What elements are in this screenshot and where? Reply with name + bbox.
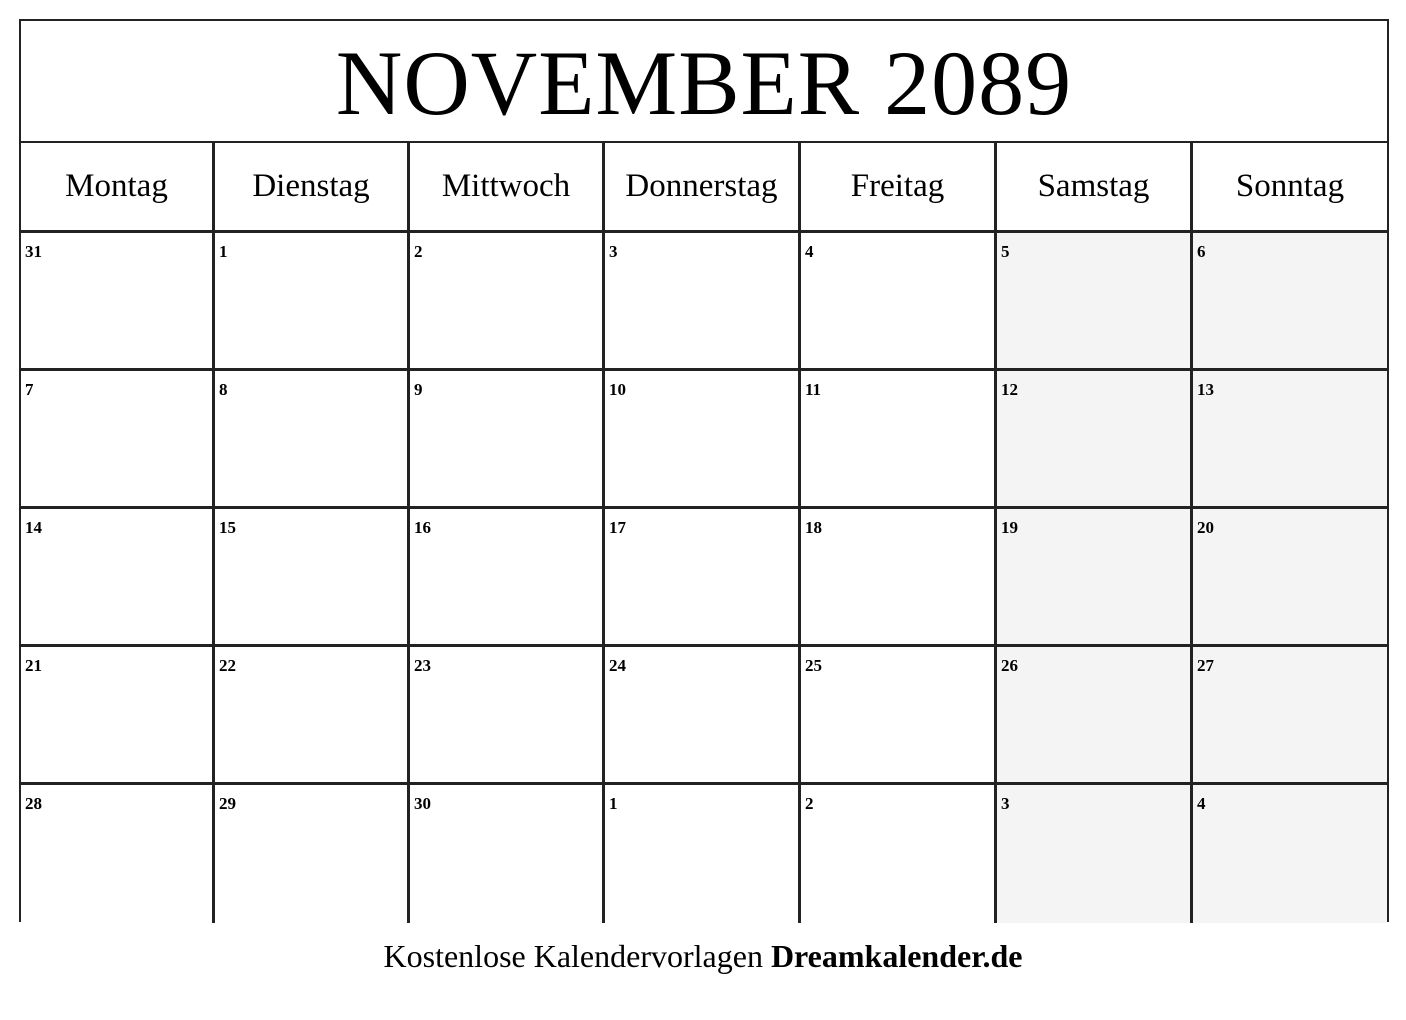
weekday-header: Dienstag [215,143,410,233]
day-cell[interactable] [21,785,215,923]
day-cell-weekend[interactable] [997,785,1193,923]
day-cell[interactable] [215,647,410,785]
day-cell[interactable] [605,509,801,647]
day-cell[interactable] [21,647,215,785]
title-bar [21,21,1387,143]
day-number: 11 [805,380,822,399]
day-cell-weekend[interactable] [997,509,1193,647]
footer-brand-link[interactable]: Dreamkalender.de [770,938,1023,974]
day-cell-weekend[interactable] [1193,647,1387,785]
day-cell[interactable] [605,785,801,923]
day-cell[interactable] [21,233,215,371]
day-number: 2 [805,794,814,813]
day-number: 16 [414,518,431,537]
weekday-header: Sonntag [1193,143,1387,233]
day-cell[interactable] [215,233,410,371]
day-cell[interactable] [21,509,215,647]
day-number: 27 [1197,656,1214,675]
day-number: 1 [609,794,618,813]
day-cell[interactable] [410,233,605,371]
week-row [21,785,1387,923]
day-cell[interactable] [21,371,215,509]
weekday-header-row [21,143,1387,233]
day-number: 24 [609,656,626,675]
weekday-header: Freitag [801,143,997,233]
calendar-grid [21,143,1387,920]
day-number: 1 [219,242,228,261]
week-row [21,371,1387,509]
page-title: NOVEMBER 2089 [335,32,1073,134]
week-row [21,647,1387,785]
day-number: 31 [25,242,42,261]
day-cell[interactable] [801,233,997,371]
day-number: 28 [25,794,42,813]
day-cell[interactable] [801,647,997,785]
day-cell[interactable] [410,509,605,647]
day-cell[interactable] [801,371,997,509]
day-number: 21 [25,656,42,675]
day-cell-weekend[interactable] [1193,509,1387,647]
day-cell[interactable] [215,509,410,647]
footer-text: Kostenlose Kalendervorlagen [383,938,763,974]
week-row [21,509,1387,647]
day-cell-weekend[interactable] [1193,785,1387,923]
day-number: 13 [1197,380,1214,399]
day-number: 29 [219,794,236,813]
day-number: 7 [25,380,34,399]
day-cell[interactable] [605,371,801,509]
day-number: 9 [414,380,423,399]
week-row [21,233,1387,371]
day-cell-weekend[interactable] [997,233,1193,371]
day-number: 23 [414,656,431,675]
day-number: 12 [1001,380,1018,399]
day-cell-weekend[interactable] [997,371,1193,509]
day-number: 19 [1001,518,1018,537]
day-cell-weekend[interactable] [1193,371,1387,509]
day-cell[interactable] [801,785,997,923]
day-number: 25 [805,656,822,675]
weekday-header: Samstag [997,143,1193,233]
day-number: 10 [609,380,626,399]
day-cell[interactable] [410,371,605,509]
day-number: 5 [1001,242,1010,261]
weekday-header: Montag [21,143,215,233]
day-cell[interactable] [410,785,605,923]
day-cell-weekend[interactable] [1193,233,1387,371]
calendar [19,19,1389,922]
day-number: 18 [805,518,822,537]
day-cell[interactable] [215,785,410,923]
day-number: 2 [414,242,423,261]
day-number: 15 [219,518,236,537]
day-number: 14 [25,518,42,537]
day-number: 20 [1197,518,1214,537]
day-cell[interactable] [410,647,605,785]
day-number: 22 [219,656,236,675]
day-number: 4 [1197,794,1206,813]
day-number: 4 [805,242,814,261]
day-cell-weekend[interactable] [997,647,1193,785]
weekday-header: Mittwoch [410,143,605,233]
weekday-header: Donnerstag [605,143,801,233]
day-number: 3 [1001,794,1010,813]
day-cell[interactable] [801,509,997,647]
day-number: 8 [219,380,228,399]
day-cell[interactable] [605,647,801,785]
day-number: 30 [414,794,431,813]
weeks-container [21,233,1387,920]
day-number: 17 [609,518,626,537]
day-number: 26 [1001,656,1018,675]
footer [0,938,1406,975]
day-cell[interactable] [605,233,801,371]
day-number: 6 [1197,242,1206,261]
day-cell[interactable] [215,371,410,509]
day-number: 3 [609,242,618,261]
